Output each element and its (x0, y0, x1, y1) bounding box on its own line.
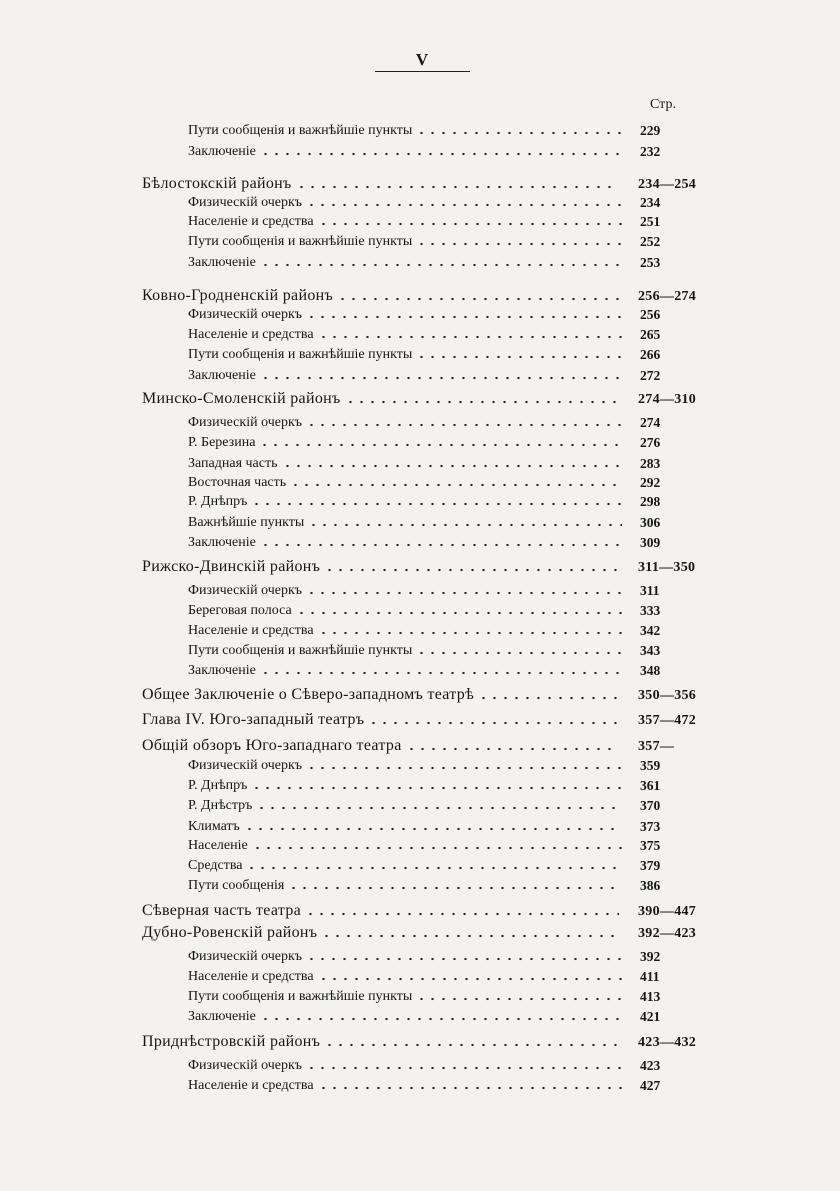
toc-section (142, 388, 697, 408)
entry-title: Пути сообщенія и важнѣйшіе пункты (188, 643, 413, 658)
toc-subentry (188, 1074, 661, 1094)
entry-page: 276 (640, 435, 661, 450)
entry-title: Западная часть (188, 456, 278, 471)
entry-page: 392 (640, 949, 661, 964)
entry-page: 298 (640, 494, 661, 509)
entry-title: Физическій очеркъ (188, 415, 303, 430)
entry-title: Восточная часть (188, 475, 287, 490)
entry-title: Средства (188, 858, 243, 873)
toc-subentry (188, 251, 661, 271)
toc-subentry (188, 579, 660, 599)
toc-subentry (188, 210, 661, 230)
entry-page: 379 (640, 858, 661, 873)
dot-leader (324, 568, 619, 572)
section-title: Дубно-Ровенскій районъ (142, 924, 318, 941)
toc-subentry (188, 619, 661, 639)
dot-leader (416, 131, 622, 135)
toc-subentry (188, 965, 660, 985)
entry-page: 348 (640, 663, 661, 678)
toc-subentry (188, 490, 661, 510)
entry-title: Населеніе и средства (188, 1078, 314, 1093)
entry-page: 283 (640, 456, 661, 471)
entry-title: Населеніе и средства (188, 214, 314, 229)
section-title: Минско-Смоленскій районъ (142, 390, 341, 407)
toc-subentry (188, 230, 661, 250)
dot-leader (305, 912, 619, 916)
entry-title: Р. Днѣпръ (188, 494, 248, 509)
toc-subentry (188, 794, 661, 814)
toc-subentry (188, 323, 661, 343)
entry-title: Физическій очеркъ (188, 1058, 303, 1073)
entry-title: Населеніе и средства (188, 327, 314, 342)
dot-leader (256, 806, 622, 810)
dot-leader (290, 483, 622, 487)
toc-section (142, 173, 697, 193)
toc-subentry (188, 834, 661, 854)
entry-title: Важнѣйшіе пункты (188, 515, 305, 530)
entry-page: 311 (640, 583, 660, 598)
toc-subentry (188, 471, 661, 491)
chapter-title: Глава IV. Юго-западный театръ (142, 711, 365, 728)
entry-page: 274 (640, 415, 661, 430)
section-title: Ковно-Гродненскій районъ (142, 287, 334, 304)
toc-subentry (188, 511, 661, 531)
entry-page: 232 (640, 144, 661, 159)
toc-chapter (142, 709, 697, 729)
toc-subentry (188, 411, 661, 431)
entry-page: 359 (640, 758, 661, 773)
toc-section (142, 922, 697, 942)
page-number: V (415, 50, 429, 69)
entry-title: Пути сообщенія и важнѣйшіе пункты (188, 123, 413, 138)
entry-title: Заключеніе (188, 1009, 256, 1024)
entry-page: 333 (640, 603, 661, 618)
dot-leader (318, 1086, 622, 1090)
toc-subentry (188, 815, 661, 835)
section-pages: 390—447 (638, 904, 697, 919)
dot-leader (306, 315, 622, 319)
dot-leader (246, 866, 622, 870)
page-column-header: Стр. (650, 97, 676, 112)
entry-title: Физическій очеркъ (188, 307, 303, 322)
dot-leader (251, 502, 622, 506)
dot-leader (251, 786, 622, 790)
entry-page: 423 (640, 1058, 661, 1073)
section-title: Рижско-Двинскій районъ (142, 558, 321, 575)
entry-page: 413 (640, 989, 661, 1004)
entry-title: Р. Березина (188, 435, 256, 450)
entry-title: Климатъ (188, 819, 240, 834)
dot-leader (406, 747, 619, 751)
entry-title: Заключеніе (188, 255, 256, 270)
entry-title: Заключеніе (188, 535, 256, 550)
section-pages: 357— (638, 739, 675, 754)
dot-leader (318, 222, 622, 226)
toc-subentry (188, 639, 661, 659)
entry-title: Береговая полоса (188, 603, 292, 618)
dot-leader (478, 696, 619, 700)
entry-page: 306 (640, 515, 661, 530)
dot-leader (288, 886, 622, 890)
dot-leader (345, 400, 619, 404)
dot-leader (416, 355, 622, 359)
dot-leader (260, 376, 622, 380)
header-rule (375, 71, 470, 72)
toc-subentry (188, 754, 661, 774)
dot-leader (321, 934, 619, 938)
entry-title: Населеніе и средства (188, 623, 314, 638)
dot-leader (318, 631, 622, 635)
entry-page: 309 (640, 535, 661, 550)
toc-subentry (188, 303, 661, 323)
entry-page: 265 (640, 327, 661, 342)
entry-page: 234 (640, 195, 661, 210)
entry-page: 272 (640, 368, 661, 383)
entry-title: Физическій очеркъ (188, 949, 303, 964)
entry-page: 252 (640, 234, 661, 249)
section-pages: 350—356 (638, 688, 697, 703)
dot-leader (260, 1017, 622, 1021)
dot-leader (282, 464, 623, 468)
entry-title: Физическій очеркъ (188, 583, 303, 598)
section-title: Бѣлостокскій районъ (142, 175, 292, 192)
toc-subentry (188, 774, 661, 794)
section-title: Сѣверная часть театра (142, 902, 302, 919)
entry-page: 292 (640, 475, 661, 490)
entry-title: Пути сообщенія и важнѣйшіе пункты (188, 989, 413, 1004)
entry-title: Физическій очеркъ (188, 758, 303, 773)
entry-page: 427 (640, 1078, 661, 1093)
dot-leader (368, 721, 619, 725)
entry-title: Пути сообщенія (188, 878, 285, 893)
chapter-pages: 357—472 (638, 713, 697, 728)
entry-page: 386 (640, 878, 661, 893)
toc-subentry (188, 985, 661, 1005)
dot-leader (416, 997, 622, 1001)
dot-leader (318, 977, 622, 981)
toc-subentry (188, 945, 661, 965)
section-pages: 392—423 (638, 926, 697, 941)
entry-title: Пути сообщенія и важнѣйшіе пункты (188, 347, 413, 362)
entry-title: Р. Днѣпръ (188, 778, 248, 793)
dot-leader (252, 846, 622, 850)
toc-section (142, 684, 697, 704)
toc-section (142, 1031, 697, 1051)
entry-page: 373 (640, 819, 661, 834)
section-pages: 311—350 (638, 560, 696, 575)
dot-leader (324, 1043, 619, 1047)
dot-leader (296, 611, 622, 615)
entry-page: 253 (640, 255, 661, 270)
entry-title: Населеніе и средства (188, 969, 314, 984)
toc-subentry (188, 1054, 661, 1074)
entry-page: 370 (640, 798, 661, 813)
entry-page: 251 (640, 214, 661, 229)
entry-title: Заключеніе (188, 144, 256, 159)
dot-leader (308, 523, 622, 527)
dot-leader (318, 335, 622, 339)
toc-subentry (188, 452, 661, 472)
dot-leader (416, 651, 622, 655)
dot-leader (244, 827, 622, 831)
entry-page: 375 (640, 838, 661, 853)
toc-subentry (188, 874, 661, 894)
section-pages: 423—432 (638, 1035, 697, 1050)
section-pages: 256—274 (638, 289, 697, 304)
entry-page: 361 (640, 778, 661, 793)
dot-leader (306, 203, 622, 207)
toc-subentry (188, 119, 661, 139)
toc-section (142, 735, 675, 755)
dot-leader (260, 263, 622, 267)
toc-section (142, 556, 696, 576)
entry-title: Населеніе (188, 838, 248, 853)
entry-page: 229 (640, 123, 661, 138)
entry-page: 411 (640, 969, 660, 984)
entry-title: Пути сообщенія и важнѣйшіе пункты (188, 234, 413, 249)
section-title: Общее Заключеніе о Сѣверо-западномъ театрѣ (142, 686, 475, 703)
section-title: Общій обзоръ Юго-западнаго театра (142, 737, 402, 754)
entry-page: 342 (640, 623, 661, 638)
toc-subentry (188, 531, 661, 551)
section-title: Приднѣстровскій районъ (142, 1033, 321, 1050)
dot-leader (306, 957, 622, 961)
entry-page: 421 (640, 1009, 661, 1024)
toc-subentry (188, 431, 661, 451)
dot-leader (306, 423, 622, 427)
dot-leader (296, 185, 619, 189)
toc-subentry (188, 343, 661, 363)
entry-page: 266 (640, 347, 661, 362)
toc-subentry (188, 659, 661, 679)
toc-subentry (188, 1005, 661, 1025)
toc-subentry (188, 364, 661, 384)
section-pages: 274—310 (638, 392, 697, 407)
entry-title: Заключеніе (188, 368, 256, 383)
toc-subentry (188, 140, 661, 160)
dot-leader (259, 443, 622, 447)
dot-leader (337, 297, 619, 301)
entry-page: 256 (640, 307, 661, 322)
entry-title: Р. Днѣстръ (188, 798, 253, 813)
dot-leader (260, 543, 622, 547)
toc-section (142, 285, 697, 305)
dot-leader (260, 152, 622, 156)
entry-page: 343 (640, 643, 661, 658)
dot-leader (306, 766, 622, 770)
section-pages: 234—254 (638, 177, 697, 192)
entry-title: Физическій очеркъ (188, 195, 303, 210)
toc-section (142, 900, 697, 920)
toc-subentry (188, 191, 661, 211)
dot-leader (306, 1066, 622, 1070)
entry-title: Заключеніе (188, 663, 256, 678)
dot-leader (306, 591, 622, 595)
dot-leader (416, 242, 622, 246)
toc-subentry (188, 854, 661, 874)
toc-subentry (188, 599, 661, 619)
dot-leader (260, 671, 622, 675)
